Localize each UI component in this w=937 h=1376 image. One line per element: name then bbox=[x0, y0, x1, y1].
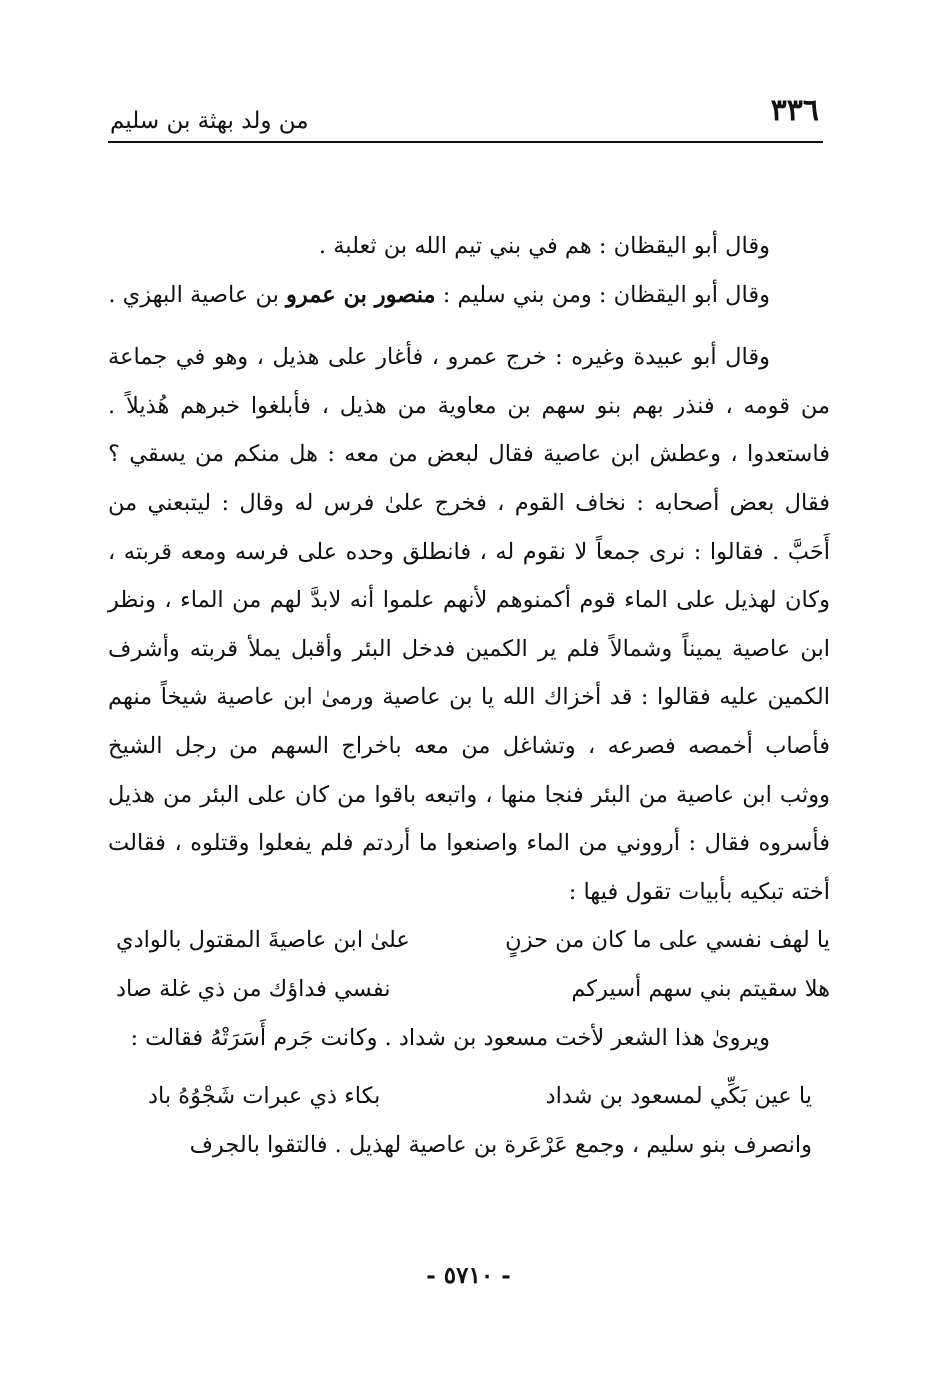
verse-first-hemistich: يا عين بَكِّي لمسعود بن شداد bbox=[545, 1083, 812, 1110]
verse-first-hemistich: هلا سقيتم بني سهم أسيركم bbox=[571, 975, 830, 1002]
verse-second-hemistich: نفسي فداؤك من ذي غلة صاد bbox=[116, 975, 391, 1002]
paragraph-tail: بن عاصية البهزي . bbox=[108, 281, 279, 308]
paragraph-riwaya: ويروىٰ هذا الشعر لأخت مسعود بن شداد . وكانت جَرم أَسَرَتْهُ فقالت : bbox=[130, 1024, 770, 1051]
paragraph-abu-ubaida: وقال أبو عبيدة وغيره : خرج عمرو ، فأغار على هذيل ، وهو في جماعة من قومه ، فنذر بهم بنو سهم بن معاوية من هذيل ، فأبلغوا خبرهم هُذيلاً . فاستعدوا ، وعطش ابن عاصية فقال لبعض من معه : هل منكم من يسقي ؟ فقال بعض أصحابه : نخاف القوم ، فخرج علىٰ فرس له وقال : ليتبعني من أَحَبَّ . فقالوا : نرى جمعاً لا نقوم له ، فانطلق وحده على فرسه ومعه قربته ، وكان لهذيل على الماء قوم أكمنوهم لأنهم علموا أنه لابدَّ لهم من الماء ، ونظر ابن عاصية يميناً وشمالاً فلم ير الكمين فدخل البئر وأقبل يملأ قربته وأشرف الكمين عليه فقالوا : قد أخزاك الله يا بن عاصية ورمىٰ ابن عاصية شيخاً منهم فأصاب أخمصه فصرعه ، وتشاغل من معه باخراج السهم من رجل الشيخ ووثب ابن عاصية من البئر فنجا منها ، واتبعه باقوا من كان على البئر من هذيل فأسروه فقال : أرووني من الماء واصنعوا ما أردتم فلم يفعلوا وقتلوه ، فقالت أخته تبكيه بأبيات تقول فيها : bbox=[108, 344, 830, 905]
running-title: من ولد بهثة بن سليم bbox=[110, 108, 309, 134]
paragraph-abu-alyaqzan-2 bbox=[108, 271, 830, 320]
header-rule bbox=[108, 141, 823, 143]
page-number: ٣٣٦ bbox=[770, 93, 819, 128]
paragraph-lead: وقال أبو اليقظان : ومن بني سليم : bbox=[442, 281, 770, 308]
verse-line-3 bbox=[108, 1072, 830, 1121]
paragraph-closing: وانصرف بنو سليم ، وجمع عَرْعَرة بن عاصية لهذيل . فالتقوا بالجرف bbox=[189, 1131, 812, 1158]
highlighted-name: منصور بن عمرو bbox=[286, 281, 436, 308]
verse-second-hemistich: بكاء ذي عبرات شَجْوُهُ باد bbox=[148, 1083, 381, 1110]
verse-first-hemistich: يا لهف نفسي على ما كان من حزنٍ bbox=[505, 927, 830, 954]
page-header bbox=[108, 92, 823, 142]
verse-line-2 bbox=[108, 965, 830, 1014]
paragraph-abu-alyaqzan-1: وقال أبو اليقظان : هم في بني تيم الله بن ثعلبة . bbox=[318, 233, 770, 259]
verse-second-hemistich: علىٰ ابن عاصيةَ المقتول بالوادي bbox=[116, 927, 410, 954]
verse-line-1 bbox=[108, 916, 830, 965]
page-body bbox=[108, 222, 830, 1169]
volume-page-number: - ٥٧١٠ - bbox=[426, 1262, 511, 1289]
